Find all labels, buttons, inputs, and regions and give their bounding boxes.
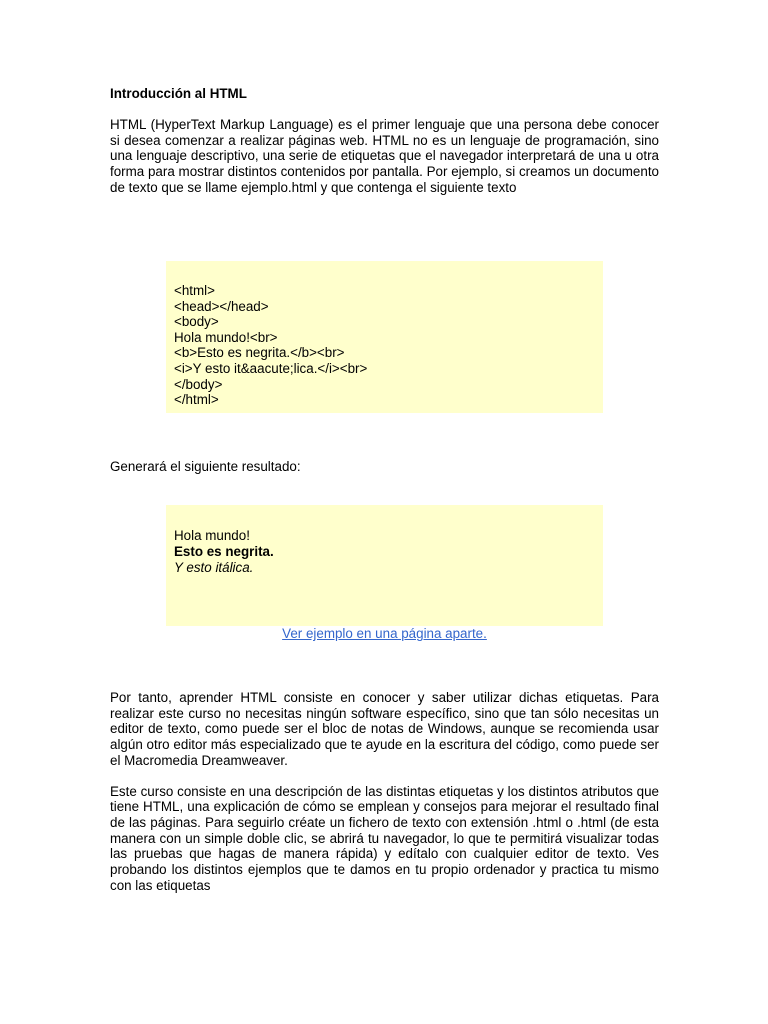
- code-line: <html>: [174, 283, 215, 298]
- code-line: <b>Esto es negrita.</b><br>: [174, 345, 345, 361]
- intro-paragraph: HTML (HyperText Markup Language) es el primer lenguaje que una persona debe conocer si desea comenzar a realizar páginas web. HTML no es un lenguaje de programación, sino una lenguaje descriptivo, una serie de etiquetas que el navegador interpretará de una u otra forma para mostrar distintos contenidos por pantalla. Por ejemplo, si creamos un documento de texto que se llame ejemplo.html y que contenga el siguiente texto: [110, 117, 659, 195]
- document-body-lower: [110, 690, 659, 893]
- example-page-link[interactable]: Ver ejemplo en una página aparte.: [282, 626, 487, 641]
- paragraph-course: Este curso consiste en una descripción de las distintas etiquetas y los distintos atributos que tiene HTML, una explicación de cómo se emplean y consejos para mejorar el resultado final de las páginas. Para seguirlo créate un fichero de texto con extensión .html o .html (de esta manera con un simple doble clic, se abrirá tu navegador, lo que te permitirá visualizar todas las pruebas que hagas de manera rápida) y edítalo con cualquier editor de texto. Ves probando los distintos ejemplos que te damos en tu propio ordenador y practica tu mismo con las etiquetas: [110, 783, 659, 893]
- result-line-bold: Esto es negrita.: [174, 544, 274, 559]
- document-title: Introducción al HTML: [110, 86, 247, 101]
- paragraph-tools: Por tanto, aprender HTML consiste en conocer y saber utilizar dichas etiquetas. Para realizar este curso no necesitas ningún software específico, sino que tan sólo necesitas un editor de texto, como puede ser el bloc de notas de Windows, aunque se recomienda usar algún otro editor más especializado que te ayude en la escritura del código, como puede ser el Macromedia Dreamweaver.: [110, 690, 659, 768]
- result-line-italic: Y esto itálica.: [174, 560, 254, 575]
- code-line: Hola mundo!<br>: [174, 329, 278, 345]
- code-line: </body>: [174, 376, 223, 392]
- code-line: <i>Y esto it&aacute;lica.</i><br>: [174, 360, 368, 376]
- result-line-plain: Hola mundo!: [174, 528, 250, 543]
- result-label: Generará el siguiente resultado:: [110, 459, 301, 474]
- code-example-box: [166, 261, 603, 413]
- code-line: <head></head>: [174, 298, 269, 314]
- document-body: [110, 86, 659, 196]
- code-line: </html>: [174, 392, 219, 408]
- result-preview-box: [166, 505, 603, 626]
- code-line: <body>: [174, 314, 219, 330]
